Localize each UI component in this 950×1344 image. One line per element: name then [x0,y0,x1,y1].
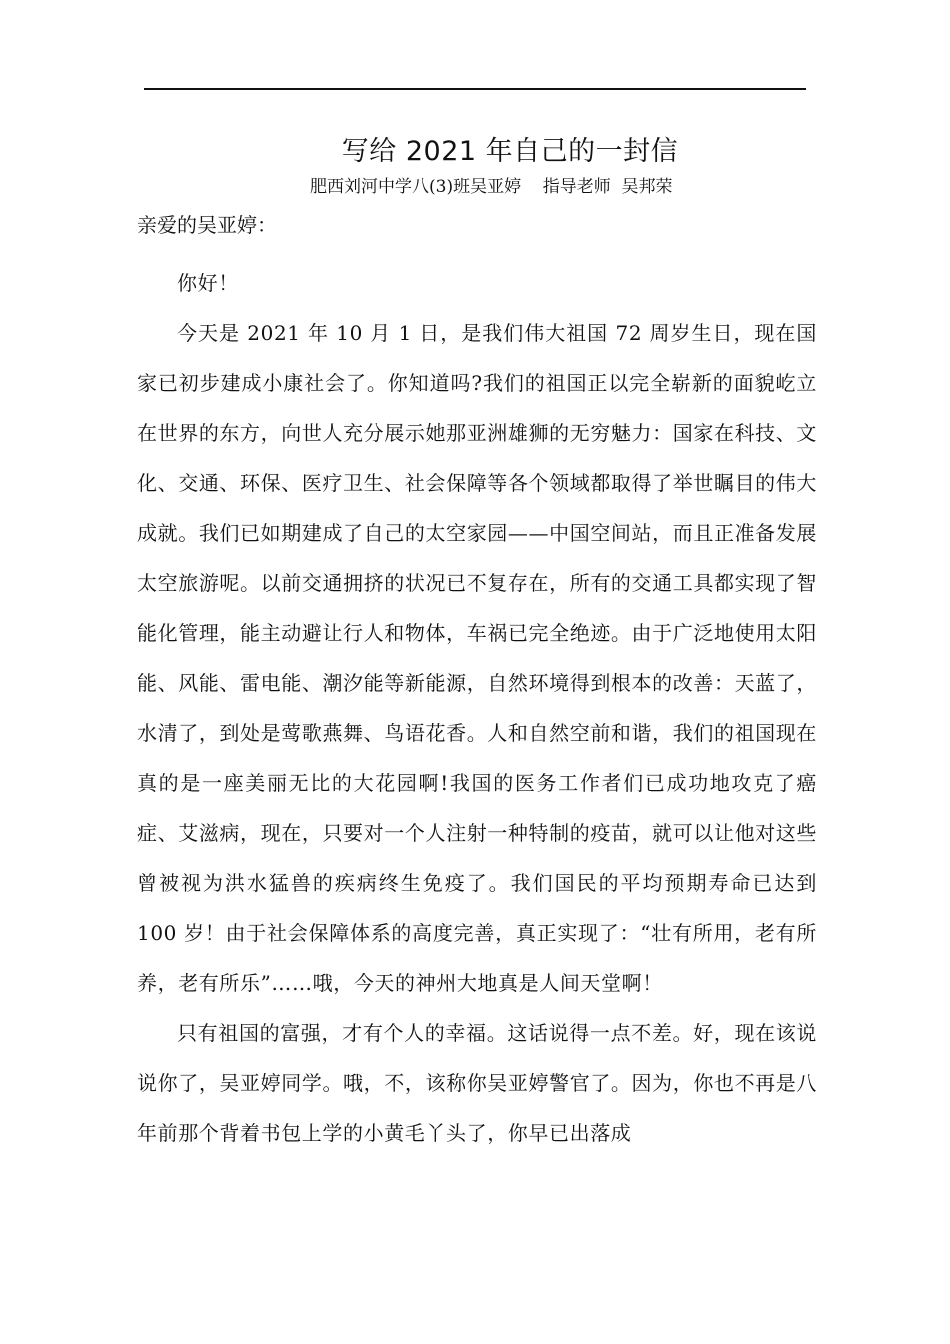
letter-body [137,258,817,1158]
paragraph-greeting: 你好！ [177,271,239,295]
salutation: 亲爱的吴亚婷： [137,213,277,237]
author-byline: 肥西刘河中学八(3)班吴亚婷 指导老师 吴邦荣 [310,177,673,197]
paragraph-continuation: 只有祖国的富强，才有个人的幸福。这话说得一点不差。好，现在该说说你了，吴亚婷同学。哦，不，该称你吴亚婷警官了。因为，你也不再是八年前那个背着书包上学的小黄毛丫头了，你早已出落成 [137,1021,817,1145]
letter-title: 写给 2021 年自己的一封信 [341,136,679,167]
paragraph-main: 今天是 2021 年 10 月 1 日，是我们伟大祖国 72 周岁生日，现在国家已初步建成小康社会了。你知道吗?我们的祖国正以完全崭新的面貌屹立在世界的东方，向世人充分展示她那亚洲雄狮的无穷魅力：国家在科技、文化、交通、环保、医疗卫生、社会保障等各个领域都取得了举世瞩目的伟大成就。我们已如期建成了自己的太空家园——中国空间站，而且正准备发展太空旅游呢。以前交通拥挤的状况已不复存在，所有的交通工具都实现了智能化管理，能主动避让行人和物体，车祸已完全绝迹。由于广泛地使用太阳能、风能、雷电能、潮汐能等新能源，自然环境得到根本的改善：天蓝了，水清了，到处是莺歌燕舞、鸟语花香。人和自然空前和谐，我们的祖国现在真的是一座美丽无比的大花园啊!我国的医务工作者们已成功地攻克了癌症、艾滋病，现在，只要对一个人注射一种特制的疫苗，就可以让他对这些曾被视为洪水猛兽的疾病终生免疫了。我们国民的平均预期寿命已达到 100 岁！由于社会保障体系的高度完善，真正实现了：“壮有所用，老有所养，老有所乐”……哦，今天的神州大地真是人间天堂啊！ [137,321,817,995]
header-rule [144,88,806,90]
